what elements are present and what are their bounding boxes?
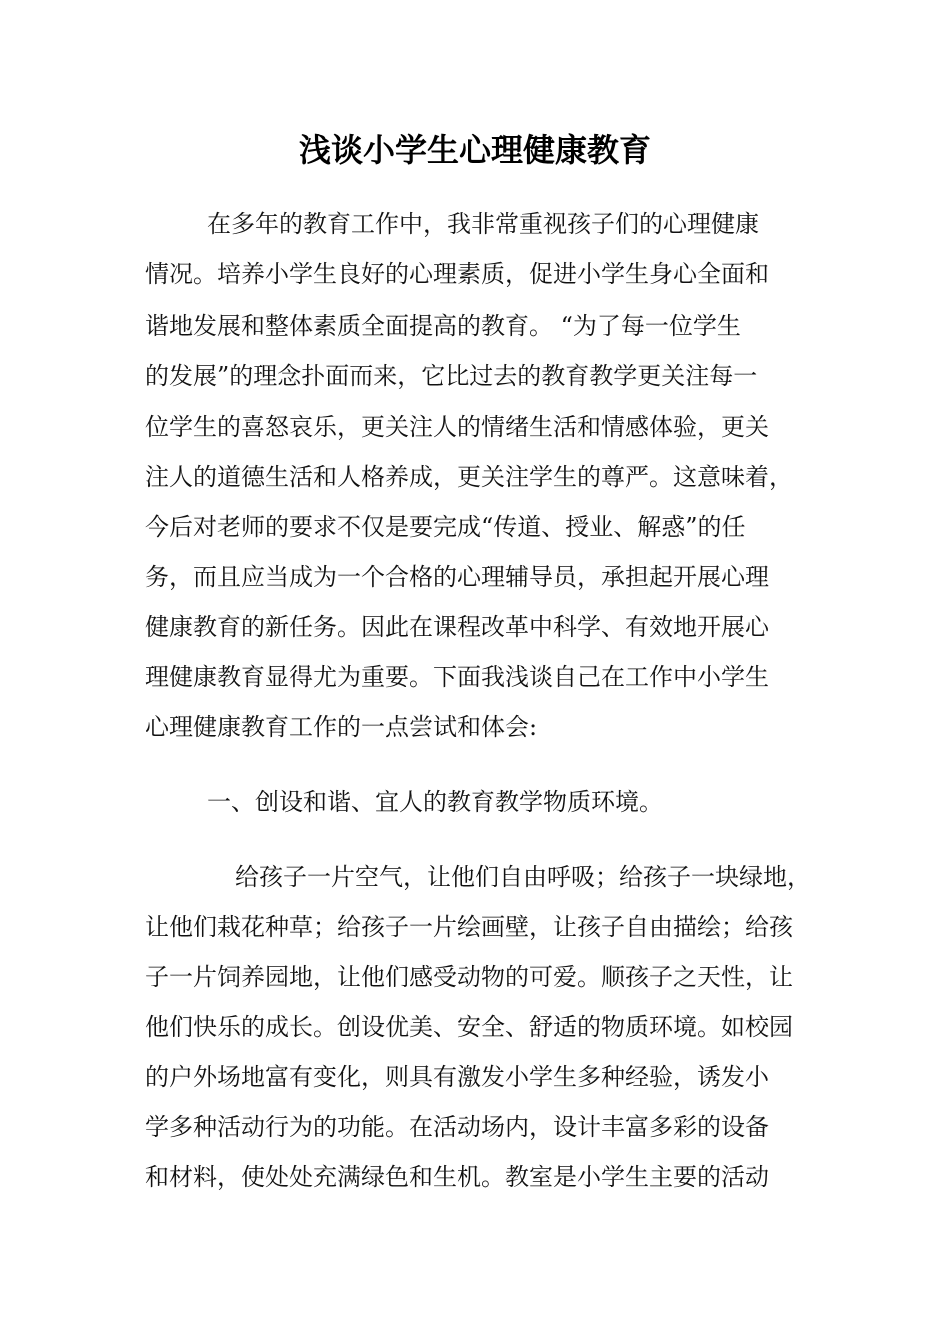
paragraph-1-line-3: 谐地发展和整体素质全面提高的教育。 “为了每一位学生 (145, 312, 741, 340)
paragraph-1-line-4: 的发展”的理念扑面而来，它比过去的教育教学更关注每一 (145, 362, 758, 390)
paragraph-1-line-2: 情况。培养小学生良好的心理素质，促进小学生身心全面和 (145, 260, 769, 288)
paragraph-1-line-1: 在多年的教育工作中，我非常重视孩子们的心理健康 (207, 210, 759, 238)
paragraph-2-line-5: 的户外场地富有变化，则具有激发小学生多种经验，诱发小 (145, 1063, 769, 1091)
paragraph-1-line-8: 务，而且应当成为一个合格的心理辅导员，承担起开展心理 (145, 563, 769, 591)
paragraph-2-line-3: 子一片饲养园地，让他们感受动物的可爱。顺孩子之天性，让 (145, 963, 793, 991)
paragraph-2-line-1: 给孩子一片空气，让他们自由呼吸；给孩子一块绿地， (235, 863, 811, 891)
document-title: 浅谈小学生心理健康教育 (298, 131, 651, 169)
paragraph-1-line-6: 注人的道德生活和人格养成，更关注学生的尊严。这意味着， (145, 463, 793, 491)
section-1-heading: 一、创设和谐、宜人的教育教学物质环境。 (207, 788, 663, 816)
paragraph-1-line-5: 位学生的喜怒哀乐，更关注人的情绪生活和情感体验，更关 (145, 413, 769, 441)
paragraph-1-line-10: 理健康教育显得尤为重要。下面我浅谈自己在工作中小学生 (145, 663, 769, 691)
paragraph-1-line-11: 心理健康教育工作的一点尝试和体会: (145, 713, 538, 741)
paragraph-1-line-7: 今后对老师的要求不仅是要完成“传道、授业、解惑”的任 (145, 513, 746, 541)
paragraph-2-line-2: 让他们栽花种草；给孩子一片绘画壁，让孩子自由描绘；给孩 (145, 913, 793, 941)
paragraph-2-line-7: 和材料，使处处充满绿色和生机。教室是小学生主要的活动 (145, 1163, 769, 1191)
paragraph-2-line-6: 学多种活动行为的功能。在活动场内，设计丰富多彩的设备 (145, 1113, 769, 1141)
paragraph-2-line-4: 他们快乐的成长。创设优美、安全、舒适的物质环境。如校园 (145, 1013, 793, 1041)
paragraph-1-line-9: 健康教育的新任务。因此在课程改革中科学、有效地开展心 (145, 613, 769, 641)
